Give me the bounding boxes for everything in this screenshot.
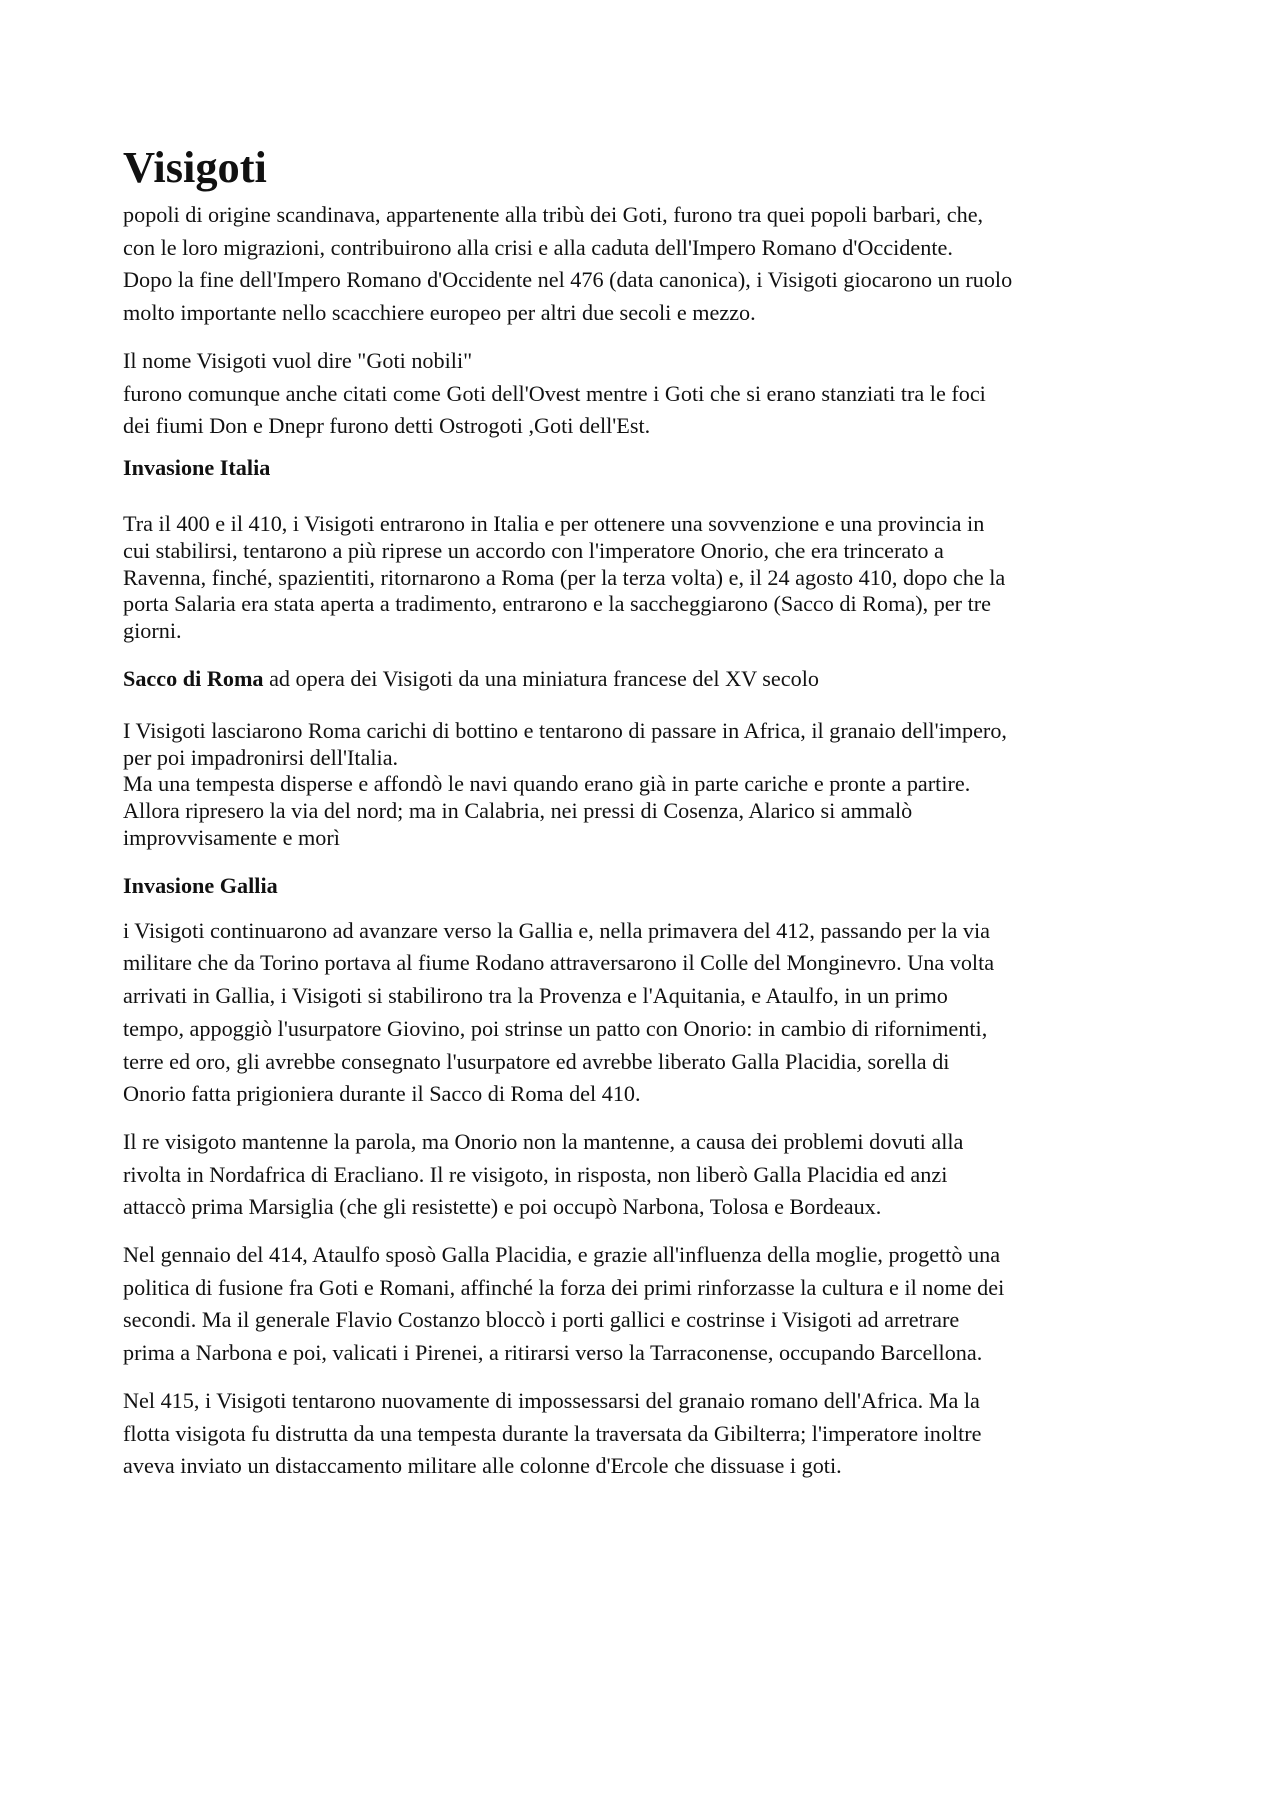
text-line: molto importante nello scacchiere europeo per altri due secoli e mezzo. [123, 300, 756, 326]
text-line: dei fiumi Don e Dnepr furono detti Ostrogoti ,Goti dell'Est. [123, 413, 651, 439]
text-line: Nel gennaio del 414, Ataulfo sposò Galla Placidia, e grazie all'influenza della moglie, progettò una [123, 1242, 1001, 1268]
section-heading-invasione-italia: Invasione Italia [123, 454, 271, 480]
text-line: popoli di origine scandinava, appartenente alla tribù dei Goti, furono tra quei popoli barbari, che, [123, 202, 984, 227]
section-heading-invasione-gallia: Invasione Gallia [123, 872, 278, 898]
text-line: con le loro migrazioni, contribuirono alla crisi e alla caduta dell'Impero Romano d'Occidente. [123, 234, 953, 260]
paragraph-marriage [123, 1239, 1163, 1370]
text-line: arrivati in Gallia, i Visigoti si stabilirono tra la Provenza e l'Aquitania, e Ataulfo, in un primo [123, 983, 948, 1009]
text-line: rivolta in Nordafrica di Eracliano. Il re visigoto, in risposta, non liberò Galla Placidia ed anzi [123, 1161, 948, 1187]
paragraph-invasion-italy [123, 511, 1163, 645]
text-line: cui stabilirsi, tentarono a più riprese un accordo con l'imperatore Onorio, che era trincerato a [123, 537, 944, 563]
text-line: prima a Narbona e poi, valicati i Pirenei, a ritirarsi verso la Tarraconense, occupando Barcellona. [123, 1340, 983, 1366]
section-heading-visigoti: Visigoti [123, 142, 267, 192]
caption-bold-title: Sacco di Roma [123, 665, 264, 691]
text-line: porta Salaria era stata aperta a tradimento, entrarono e la saccheggiarono (Sacco di Roma), per tre [123, 591, 991, 617]
text-line: secondi. Ma il generale Flavio Costanzo bloccò i porti gallici e costrinse i Visigoti ad arretrare [123, 1307, 960, 1333]
caption-line [123, 666, 1163, 693]
text-line: Ma una tempesta disperse e affondò le navi quando erano già in parte cariche e pronte a partire. [123, 771, 971, 797]
text-line: i Visigoti continuarono ad avanzare verso la Gallia e, nella primavera del 412, passando per la via [123, 917, 990, 943]
text-line: tempo, appoggiò l'usurpatore Giovino, poi strinse un patto con Onorio: in cambio di rifornimenti, [123, 1015, 988, 1041]
text-line: Il nome Visigoti vuol dire "Goti nobili" [123, 347, 473, 373]
paragraph-africa-attempt [123, 1385, 1163, 1483]
caption-text: ad opera dei Visigoti da una miniatura francese del XV secolo [263, 665, 819, 691]
text-line: Onorio fatta prigioniera durante il Sacco di Roma del 410. [123, 1081, 641, 1107]
text-line: aveva inviato un distaccamento militare alle colonne d'Ercole che dissuase i goti. [123, 1453, 842, 1479]
image-caption [123, 666, 1163, 693]
text-line: Nel 415, i Visigoti tentarono nuovamente di impossessarsi del granaio romano dell'Africa. Ma la [123, 1387, 980, 1413]
text-line: terre ed oro, gli avrebbe consegnato l'usurpatore ed avrebbe liberato Galla Placidia, sorella di [123, 1048, 950, 1074]
text-line: Allora ripresero la via del nord; ma in Calabria, nei pressi di Cosenza, Alarico si ammalò [123, 798, 913, 824]
text-line: Dopo la fine dell'Impero Romano d'Occidente nel 476 (data canonica), i Visigoti giocarono un ruolo [123, 267, 1013, 293]
text-line: attaccò prima Marsiglia (che gli resistette) e poi occupò Narbona, Tolosa e Bordeaux. [123, 1194, 882, 1220]
text-line: flotta visigota fu distrutta da una tempesta durante la traversata da Gibilterra; l'imperatore inoltre [123, 1420, 982, 1446]
text-line: improvvisamente e morì [123, 824, 340, 850]
text-line: I Visigoti lasciarono Roma carichi di bottino e tentarono di passare in Africa, il granaio dell'impero, [123, 717, 1007, 743]
paragraph-origins [123, 199, 1163, 330]
document-page [123, 142, 1163, 1483]
text-line: giorni. [123, 618, 182, 644]
paragraph-king-promise [123, 1126, 1163, 1224]
text-line: furono comunque anche citati come Goti dell'Ovest mentre i Goti che si erano stanziati tra le foci [123, 380, 986, 406]
paragraph-after-sack [123, 718, 1163, 852]
text-line: politica di fusione fra Goti e Romani, affinché la forza dei primi rinforzasse la cultura e il nome dei [123, 1274, 1005, 1300]
paragraph-name-meaning [123, 345, 1163, 443]
text-line: per poi impadronirsi dell'Italia. [123, 744, 399, 770]
text-line: Ravenna, finché, spazientiti, ritornarono a Roma (per la terza volta) e, il 24 agosto 410, dopo che la [123, 564, 1006, 590]
text-line: Tra il 400 e il 410, i Visigoti entrarono in Italia e per ottenere una sovvenzione e una provincia in [123, 510, 985, 536]
text-line: Il re visigoto mantenne la parola, ma Onorio non la mantenne, a causa dei problemi dovuti alla [123, 1128, 964, 1154]
text-line: militare che da Torino portava al fiume Rodano attraversarono il Colle del Monginevro. Una volta [123, 950, 995, 976]
paragraph-gallia-advance [123, 915, 1163, 1111]
